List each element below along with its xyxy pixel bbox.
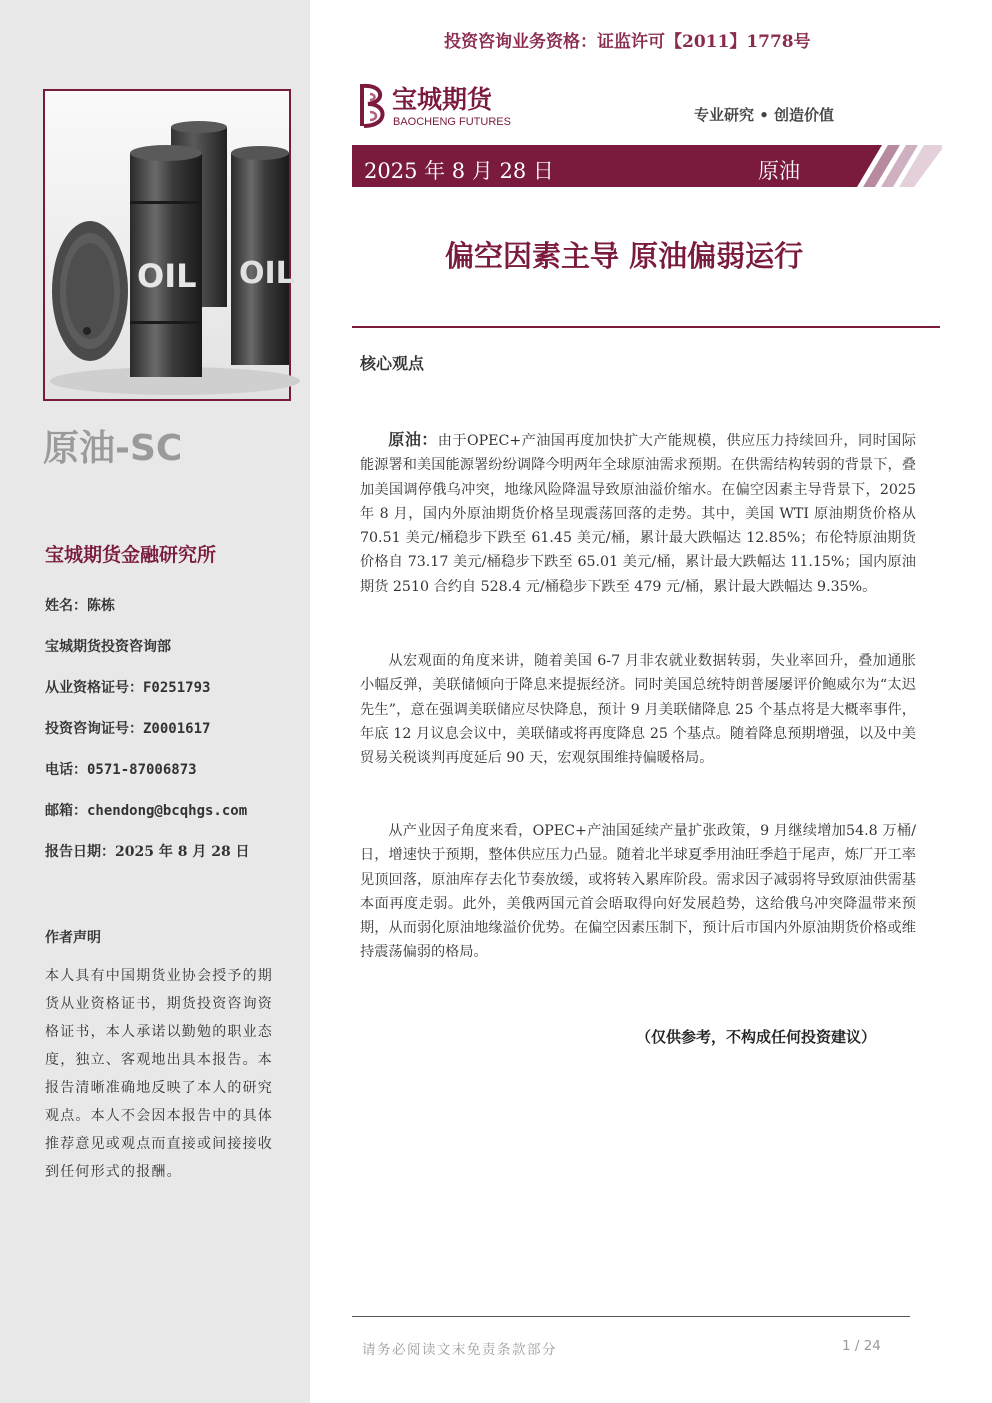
- footer-divider: [352, 1316, 910, 1317]
- company-logo: [356, 80, 526, 132]
- author-statement-heading: 作者声明: [45, 930, 101, 946]
- report-date-value: 2025 年 8 月 28 日: [115, 844, 250, 860]
- qualification-value: F0251793: [143, 680, 211, 696]
- consult-label: 投资咨询证号：: [45, 721, 143, 737]
- paragraph-crude-oil: [360, 428, 916, 599]
- paragraph-lead: 原油：: [388, 430, 438, 449]
- author-name: 姓名：陈栋: [45, 598, 115, 614]
- product-title: 原油-SC: [43, 428, 183, 469]
- email-value[interactable]: chendong@bcqhgs.com: [87, 803, 248, 819]
- report-date-label: 报告日期：: [45, 844, 115, 860]
- author-department: 宝城期货投资咨询部: [45, 639, 171, 655]
- paragraph-body: 由于OPEC+产油国再度加快扩大产能规模，供应压力持续回升，同时国际能源署和美国能源署纷纷调降今明两年全球原油需求预期。在供需结构转弱的背景下，叠加美国调停俄乌冲突，地缘风险降温导致原油溢价缩水。在偏空因素主导背景下，2025 年 8 月，国内外原油期货价格呈现震荡回落的走势。其中，美国 WTI 原油期货价格从 70.51 美元/桶稳步下跌至 61.45 美元/桶，累计最大跌幅达 12.85%；布伦特原油期货价格自 73.17 美元/桶稳步下跌至 65.01 美元/桶，累计最大跌幅达 11.15%；国内原油期货 2510 合约自 528.4 元/桶稳步下跌至 479 元/桶，累计最大跌幅达 9.35%。: [360, 433, 916, 595]
- cover-image-frame: [43, 89, 295, 401]
- qualification-number: [45, 677, 250, 718]
- logo-mark-icon: [356, 80, 390, 132]
- svg-text:OIL: OIL: [137, 257, 197, 295]
- phone-value: 0571-87006873: [87, 762, 197, 778]
- qualification-label: 从业资格证号：: [45, 680, 143, 696]
- sidebar: [0, 0, 310, 1403]
- author-info-list: [45, 595, 250, 882]
- date-banner: [352, 145, 942, 187]
- phone: [45, 759, 250, 800]
- institute-name: 宝城期货金融研究所: [45, 544, 217, 566]
- logo-english: BAOCHENG FUTURES: [393, 116, 511, 128]
- license-text: 投资咨询业务资格：证监许可【2011】1778号: [444, 32, 811, 52]
- report-date-banner: 2025 年 8 月 28 日: [364, 159, 554, 183]
- consult-number: [45, 718, 250, 759]
- investment-disclaimer: （仅供参考，不构成任何投资建议）: [636, 1028, 877, 1046]
- section-heading: 核心观点: [360, 354, 425, 373]
- oil-barrels-image: [45, 91, 295, 399]
- svg-text:OIL: OIL: [239, 256, 295, 291]
- page-number: 1 / 24: [842, 1338, 881, 1354]
- title-divider: [352, 326, 940, 328]
- phone-label: 电话：: [45, 762, 87, 778]
- slogan: 专业研究 • 创造价值: [694, 106, 835, 124]
- email-label: 邮箱：: [45, 803, 87, 819]
- author-statement: 本人具有中国期货业协会授予的期货从业资格证书，期货投资咨询资格证书，本人承诺以勤勉的职业态度，独立、客观地出具本报告。本报告清晰准确地反映了本人的研究观点。本人不会因本报告中的具体推荐意见或观点而直接或间接接收到任何形式的报酬。: [45, 968, 273, 1180]
- report-title: 偏空因素主导 原油偏弱运行: [445, 239, 804, 273]
- email: [45, 800, 250, 841]
- paragraph-industry: 从产业因子角度来看，OPEC+产油国延续产量扩张政策，9 月继续增加54.8 万桶/日，增速快于预期，整体供应压力凸显。随着北半球夏季用油旺季趋于尾声，炼厂开工率见顶回落，原油库存去化节奏放缓，或将转入累库阶段。需求因子减弱将导致原油供需基本面再度走弱。此外，美俄两国元首会晤取得向好发展趋势，这给俄乌冲突降温带来预期，从而弱化原油地缘溢价优势。在偏空因素压制下，预计后市国内外原油期货价格或维持震荡偏弱的格局。: [360, 823, 916, 961]
- paragraph-macro: 从宏观面的角度来讲，随着美国 6-7 月非农就业数据转弱，失业率回升，叠加通胀小幅反弹，美联储倾向于降息来提振经济。同时美国总统特朗普屡屡评价鲍威尔为“太迟先生”，意在强调美联储应尽快降息，预计 9 月美联储降息 25 个基点将是大概率事件，年底 12 月议息会议中，美联储或将再度降息 25 个基点。随着降息预期增强，以及中美贸易关税谈判再度延后 90 天，宏观氛围维持偏暖格局。: [360, 653, 916, 767]
- report-date: [45, 841, 250, 882]
- logo-chinese: 宝城期货: [392, 85, 493, 114]
- footer-note: 请务必阅读文末免责条款部分: [362, 1342, 557, 1358]
- report-category: 原油: [758, 159, 800, 183]
- consult-value: Z0001617: [143, 721, 211, 737]
